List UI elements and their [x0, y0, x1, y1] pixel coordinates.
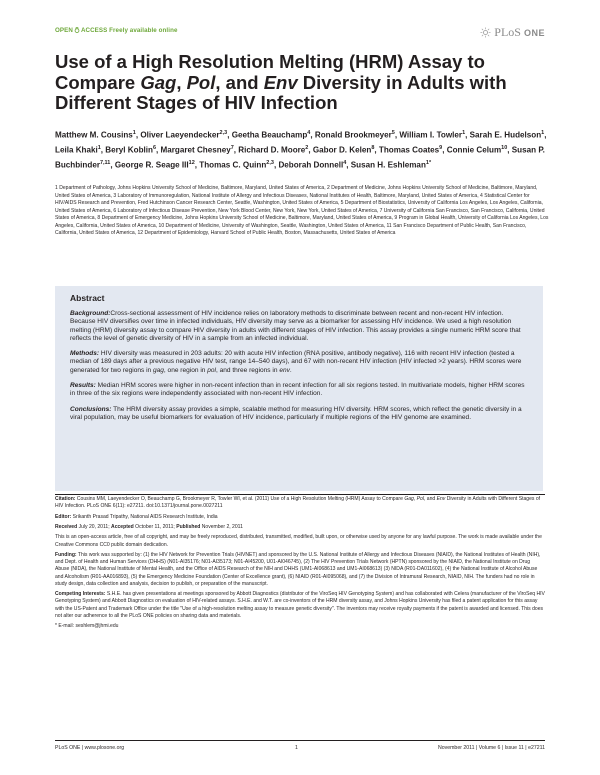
- author-affiliation-marker: 5: [391, 130, 395, 136]
- abstract-results: Results: Median HRM scores were higher in non-recent infection than in recent infection for all six regions tested. In multivariate models, higher HRM scores in three of the six regions were independently associated with non-recent HIV infection.: [70, 382, 525, 398]
- footer-issue: November 2011 | Volume 6 | Issue 11 | e27211: [438, 745, 545, 751]
- journal-header: [55, 25, 545, 43]
- author-affiliation-marker: 1: [541, 130, 545, 136]
- corresponding-email: * E-mail: seshlem@jhmi.edu: [55, 623, 119, 630]
- author-affiliation-marker: 8: [371, 144, 375, 151]
- author-name: William I. Towler: [399, 130, 463, 140]
- open-lock-icon: [74, 27, 80, 33]
- author-affiliation-marker: 9: [439, 144, 443, 151]
- plos-one-logo: PLoS ONE: [480, 25, 545, 40]
- author-affiliation-marker: 4: [343, 159, 347, 166]
- page-number: 1: [295, 745, 298, 751]
- abstract-methods: Methods: HIV diversity was measured in 203 adults: 20 with acute HIV infection (RNA positive, antibody negative), 116 with recent HIV infection (tested a median of 189 days after a previous negative HIV test, range 14–540 days), and 67 with non-recent HIV infection (HIV infected >2 years). HRM scores were generated for two regions in gag, one region in pol, and three regions in env.: [70, 350, 522, 374]
- article-title: Use of a High Resolution Melting (HRM) Assay to Compare Gag, Pol, and Env Diversity in Adults with Different Stages of HIV Infection: [55, 51, 507, 113]
- abstract-background: Background:Cross-sectional assessment of HIV incidence relies on laboratory methods to discriminate between recent and non-recent HIV infection. Because HIV diversifies over time in infected individuals, HIV diversity may serve as a biomarker for assessing HIV incidence. We used a high resolution melting (HRM) diversity assay to compare HIV diversity in adults with different stages of HIV infection. This assay provides a single numeric HRM score that reflects the level of genetic diversity of HIV in a sample from an infected individual.: [70, 310, 521, 342]
- author-name: Thomas Coates: [378, 145, 440, 155]
- author-affiliation-marker: 6: [152, 144, 157, 151]
- author-name: Richard D. Moore: [238, 145, 306, 155]
- article-metadata: [55, 496, 545, 634]
- author-affiliation-marker: 1*: [425, 159, 432, 166]
- author-affiliation-marker: 4: [307, 130, 311, 136]
- author-name: Deborah Donnell: [278, 160, 344, 170]
- author-affiliation-marker: 1: [97, 144, 101, 151]
- abstract-box: [55, 286, 543, 491]
- author-name: Sarah E. Hudelson: [469, 130, 542, 140]
- author-name: Oliver Laeyendecker: [140, 130, 220, 140]
- footer-journal: PLoS ONE | www.plosone.org: [55, 745, 125, 751]
- competing-interests: Competing Interests: S.H.E. has given presentations at meetings sponsored by Abbott Diagnostics (distributor of the ViroSeq HIV Genotyping System) and has collaborated with Celera (manufacturer of the ViroSeq HIV Genotyping System) and Abbott Diagnostics on evaluation of HIV-related assays. S.H.E. and W.T. are co-inventors of the HRM diversity assay, and Johns Hopkins University has filed a patent application for this assay with the US-Patent and Trademark Office under the title "Use of a high-resolution melting assay to measure genetic diversity". The inventors may receive royalty payments if the patent is awarded and licensed. This does not alter our adherence to all the PLoS ONE policies on sharing data and materials.: [55, 591, 545, 619]
- author-name: George R. Seage III: [114, 160, 189, 170]
- affiliations: 1 Department of Pathology, Johns Hopkins University School of Medicine, Baltimore, Maryland, United States of America, 2 Department of Medicine, Johns Hopkins University School of Medicine, Baltimore, Maryland, United States of America, 3 Laboratory of Immunoregulation, National Institute of Allergy and Infectious Diseases, National Institutes of Health, Baltimore, Maryland, United States of America, 4 Statistical Center for HIV/AIDS Research and Prevention, Fred Hutchinson Cancer Research Center, Seattle, Washington, United States of America, 5 Department of Biostatistics, University of California Los Angeles, Los Angeles, California, United States of America, 6 Laboratory of Infectious Disease Prevention, New York Blood Center, New York, New York, United States of America, 7 University of California San Francisco, San Francisco, California, United States of America, 8 Department of Emergency Medicine, Johns Hopkins University School of Medicine, Baltimore, Maryland, United States of America, 9 Program in Global Health, University of California Los Angeles, Los Angeles, California, United States of America, 10 Department of Medicine, University of Washington, Seattle, Washington, United States of America, 11 San Francisco Department of Public Health, San Francisco, California, United States of America, 12 Department of Epidemiology, Harvard School of Public Health, Boston, Massachusetts, United States of America: [55, 185, 549, 236]
- copyright: This is an open-access article, free of all copyright, and may be freely reproduced, distributed, transmitted, modified, built upon, or otherwise used by anyone for any lawful purpose. The work is made available under the Creative Commons CC0 public domain dedication.: [55, 534, 542, 548]
- editor: Editor: Srikanth Prasad Tripathy, National AIDS Research Institute, India: [55, 513, 218, 520]
- author-list: Matthew M. Cousins$^1$, Oliver Laeyendecker$^{2,3}$, Geetha Beauchamp$^4$, Ronald Brookmeyer$^5$, William I. Towler$^1$, Sarah E. Hudelson$^1$, Leila Khaki$^1$, Beryl Koblin$^6$, Margaret Chesney$^7$, Richard D. Moore$^2$, Gabor D. Kelen$^8$, Thomas Coates$^9$, Connie Celum$^{10}$, Susan P. Buchbinder$^{7,11}$, George R. Seage III$^{12}$, Thomas C. Quinn$^{2,3}$, Deborah Donnell$^4$, Susan H. Eshleman$^{1*}$: [55, 130, 547, 170]
- plos-sun-icon: [480, 27, 491, 38]
- abstract-conclusions: Conclusions: The HRM diversity assay provides a simple, scalable method for measuring HIV diversity. HRM scores, which reflect the genetic diversity in a viral population, may be useful biomarkers for evaluation of HIV incidence, particularly if multiple regions of the HIV genome are examined.: [70, 405, 522, 421]
- author-name: Thomas C. Quinn: [199, 160, 267, 170]
- meta-top-divider: [55, 494, 545, 495]
- author-affiliation-marker: 1: [462, 130, 466, 136]
- author-name: Margaret Chesney: [160, 145, 231, 155]
- author-name: Beryl Koblin: [105, 145, 153, 155]
- author-affiliation-marker: 2: [305, 144, 309, 151]
- author-name: Leila Khaki: [55, 145, 98, 155]
- author-name: Ronald Brookmeyer: [314, 130, 392, 140]
- author-affiliation-marker: 2,3: [219, 130, 228, 136]
- author-name: Connie Celum: [446, 145, 502, 155]
- author-affiliation-marker: 10: [501, 144, 508, 151]
- author-name: Susan H. Eshleman: [350, 160, 426, 170]
- author-affiliation-marker: 7: [230, 144, 234, 151]
- author-name: Geetha Beauchamp: [231, 130, 308, 140]
- citation: Citation: Cousins MM, Laeyendecker O, Beauchamp G, Brookmeyer R, Towler WI, et al. (2011) Use of a High Resolution Melting (HRM) Assay to Compare Gag, Pol, and Env Diversity in Adults with Different Stages of HIV Infection. PLoS ONE 6(11): e27211. doi:10.1371/journal.pone.0027211: [55, 496, 541, 510]
- author-name: Matthew M. Cousins: [55, 130, 133, 140]
- author-affiliation-marker: 2,3: [266, 159, 274, 166]
- open-access-logo: OPEN ACCESS Freely available online: [55, 27, 178, 34]
- author-affiliation-marker: 12: [188, 159, 195, 166]
- abstract-heading: Abstract: [70, 293, 105, 303]
- dates: Received July 20, 2011; Accepted October 11, 2011; Published November 2, 2011: [55, 523, 243, 530]
- author-name: Gabor D. Kelen: [312, 145, 372, 155]
- author-affiliation-marker: 7,11: [99, 159, 111, 166]
- funding: Funding: This work was supported by: (1) the HIV Network for Prevention Trials (HIVNET) and sponsored by the U.S. National Institute of Allergy and Infectious Diseases (NIAID), the National Institutes of Health (NIH), and Dept. of Health and Human Services (DHHS) (N01-AI35176; N01-AI35173; N01-AI45200, U01-AI046745), (2) The HIV Prevention Trials Network (HPTN) sponsored by the NIAID, the National Institute on Drug Abuse (NIDA), the National Institute of Mental Health, and the Office of AIDS Research of the NIH and DHHS (UM1-AI068613 and UM1-AI068613) (3) NIDA (R01-DA011602), (4) the National Institute of Alcohol Abuse and Alcoholism (R01-AA016893), (5) the Emergency Medicine Foundation (Center of Excellence grant), (6) NIAID (R01-AI095068), and (7) the Division of Intramural Research, NIAID, NIH. The funders had no role in study design, data collection and analysis, decision to publish, or preparation of the manuscript.: [55, 551, 541, 587]
- author-affiliation-marker: 1: [132, 130, 136, 136]
- footer-divider: [55, 740, 545, 741]
- author-name: Susan P. Buchbinder: [55, 145, 545, 170]
